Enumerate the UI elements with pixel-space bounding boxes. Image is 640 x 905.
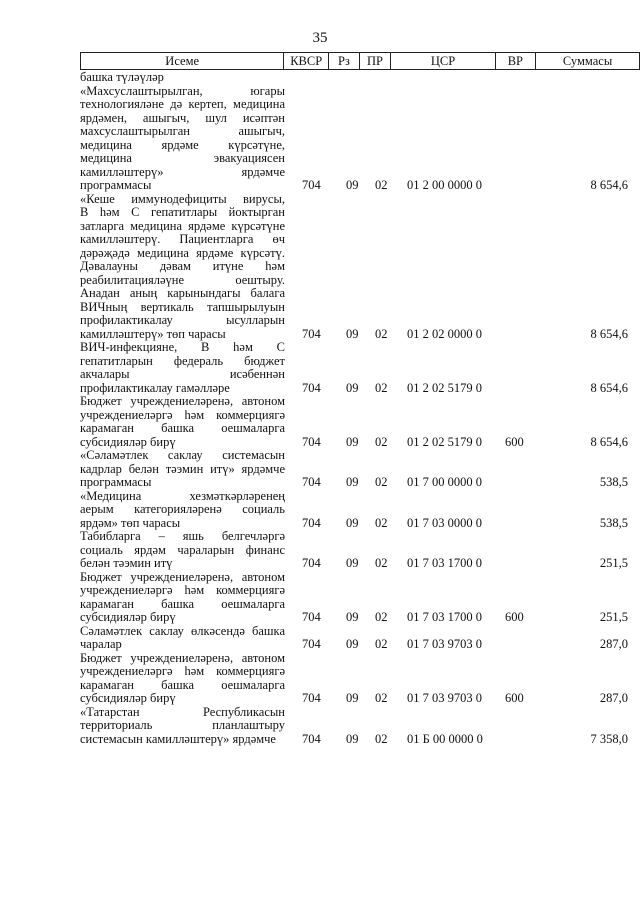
row-name xyxy=(80,71,285,85)
row-pr: 02 xyxy=(375,475,388,489)
row-name-line: гепатитларын федераль бюджет xyxy=(80,353,285,368)
row-sum: 251,5 xyxy=(599,556,628,570)
row-name-line: программасы xyxy=(80,178,152,192)
row-name-line: Сәламәтлек саклау өлкәсендә башка xyxy=(80,623,285,638)
row-name-line: камилләштерү. Пациентларга өч xyxy=(80,232,285,246)
row-name-line: программасы xyxy=(80,475,152,489)
row-pr: 02 xyxy=(375,731,388,746)
row-name-line: субсидияләр бирү xyxy=(80,610,176,624)
row-name-line: «Медицина хезмәткәрләренең xyxy=(80,488,285,503)
row-csr: 01 7 03 9703 0 xyxy=(407,691,482,705)
row-name xyxy=(80,625,285,652)
row-name-line: башка түләүләр xyxy=(80,70,164,84)
row-name xyxy=(80,530,285,571)
header-csr: ЦСР xyxy=(391,53,495,70)
row-name-line: ярдәмен, ашыгыч, шул исәптән xyxy=(80,110,285,125)
row-rz: 09 xyxy=(346,731,359,746)
row-name-line: учреждениеләргә һәм коммерциягә xyxy=(80,407,285,422)
row-name xyxy=(80,571,285,625)
row-csr: 01 2 02 5179 0 xyxy=(407,380,482,395)
header-name: Исеме xyxy=(81,53,284,70)
row-name-line: карамаган башка оешмаларга xyxy=(80,596,285,611)
row-kvsr: 704 xyxy=(302,515,321,530)
row-kvsr: 704 xyxy=(302,380,321,395)
row-name-line: камилләштерү» ярдәмче xyxy=(80,164,285,179)
row-name-line: «Сәламәтлек саклау системасын xyxy=(80,448,285,462)
table-row xyxy=(80,395,640,449)
row-sum: 7 358,0 xyxy=(590,731,628,746)
row-csr: 01 2 00 0000 0 xyxy=(407,178,482,192)
row-name-line: технологияләне дә кертеп, медицина xyxy=(80,97,285,111)
row-rz: 09 xyxy=(346,178,359,192)
row-csr: 01 7 03 9703 0 xyxy=(407,637,482,651)
row-vr: 600 xyxy=(505,691,524,705)
row-name-line: ВИЧ-инфекцияне, В һәм С xyxy=(80,340,285,354)
row-rz: 09 xyxy=(346,637,359,651)
row-name-line: камилләштерү» төп чарасы xyxy=(80,326,226,341)
row-pr: 02 xyxy=(375,326,388,341)
row-name xyxy=(80,85,285,193)
table-row xyxy=(80,706,640,747)
row-name xyxy=(80,652,285,706)
row-csr: 01 Б 00 0000 0 xyxy=(407,731,483,746)
row-rz: 09 xyxy=(346,380,359,395)
row-name-line: медицина ярдәме күрсәтүне, xyxy=(80,137,285,152)
row-kvsr: 704 xyxy=(302,610,321,624)
row-csr: 01 7 03 1700 0 xyxy=(407,610,482,624)
row-name-line: В һәм С гепатитлары йоктырган xyxy=(80,205,285,219)
row-rz: 09 xyxy=(346,475,359,489)
row-rz: 09 xyxy=(346,556,359,570)
row-csr: 01 7 00 0000 0 xyxy=(407,475,482,489)
table-row xyxy=(80,71,640,85)
row-kvsr: 704 xyxy=(302,731,321,746)
row-vr: 600 xyxy=(505,434,524,449)
row-kvsr: 704 xyxy=(302,556,321,570)
table-row xyxy=(80,571,640,625)
row-name-line: Дәвалауны дәвам итүне һәм xyxy=(80,259,285,273)
row-name-line: затларга медицина ярдәме күрсәтүне xyxy=(80,218,285,233)
row-name xyxy=(80,706,285,747)
row-name-line: Анадан аның карынындагы балага xyxy=(80,286,285,300)
row-name-line: Табибларга – яшь белгечләргә xyxy=(80,529,285,543)
row-pr: 02 xyxy=(375,610,388,624)
row-name-line: профилактикалау ысулларын xyxy=(80,313,285,327)
row-name-line: системасын камилләштерү» ярдәмче xyxy=(80,731,276,746)
row-name-line: аерым категорияләренә социаль xyxy=(80,502,285,516)
row-name-line: учреждениеләргә һәм коммерциягә xyxy=(80,664,285,678)
row-sum: 8 654,6 xyxy=(590,434,628,449)
row-name xyxy=(80,341,285,395)
row-rz: 09 xyxy=(346,610,359,624)
row-name-line: карамаган башка оешмаларга xyxy=(80,677,285,692)
row-name-line: Бюджет учреждениеләренә, автоном xyxy=(80,394,285,408)
table-row xyxy=(80,341,640,395)
row-pr: 02 xyxy=(375,637,388,651)
row-sum: 251,5 xyxy=(599,610,628,624)
row-name xyxy=(80,193,285,342)
row-name-line: медицина эвакуациясен xyxy=(80,151,285,165)
row-sum: 8 654,6 xyxy=(590,380,628,395)
row-csr: 01 7 03 1700 0 xyxy=(407,556,482,570)
table-header xyxy=(80,52,640,70)
row-name-line: ярдәм» төп чарасы xyxy=(80,515,181,530)
table-row xyxy=(80,490,640,531)
table-row xyxy=(80,530,640,571)
header-pr: ПР xyxy=(359,53,391,70)
row-name-line: акчалары исәбеннән xyxy=(80,367,285,381)
row-csr: 01 2 02 5179 0 xyxy=(407,434,482,449)
table-row xyxy=(80,449,640,490)
row-kvsr: 704 xyxy=(302,434,321,449)
header-sum: Суммасы xyxy=(536,53,640,70)
row-rz: 09 xyxy=(346,515,359,530)
row-name xyxy=(80,490,285,531)
row-sum: 538,5 xyxy=(599,515,628,530)
header-vr: ВР xyxy=(495,53,535,70)
row-rz: 09 xyxy=(346,434,359,449)
row-name-line: субсидияләр бирү xyxy=(80,691,176,705)
row-name-line: дәрәҗәдә медицина ярдәме күрсәтү. xyxy=(80,245,285,260)
header-rz: Рз xyxy=(329,53,360,70)
table-row xyxy=(80,193,640,342)
row-vr: 600 xyxy=(505,610,524,624)
row-name-line: «Махсуслаштырылган, югары xyxy=(80,83,285,98)
row-kvsr: 704 xyxy=(302,475,321,489)
row-kvsr: 704 xyxy=(302,637,321,651)
page-number: 35 xyxy=(312,30,328,46)
row-name-line: «Кеше иммунодефициты вирусы, xyxy=(80,191,285,206)
row-rz: 09 xyxy=(346,326,359,341)
row-name-line: учреждениеләргә һәм коммерциягә xyxy=(80,583,285,597)
row-name-line: белән тәэмин итү xyxy=(80,556,173,570)
row-pr: 02 xyxy=(375,515,388,530)
row-name-line: социаль ярдәм чараларын финанс xyxy=(80,542,285,557)
row-name-line: Бюджет учреждениеләренә, автоном xyxy=(80,650,285,665)
row-sum: 287,0 xyxy=(599,637,628,651)
header-kvsr: КВСР xyxy=(284,53,329,70)
table-row xyxy=(80,85,640,193)
row-sum: 287,0 xyxy=(599,691,628,705)
row-name-line: ВИЧның вертикаль тапшырылуын xyxy=(80,299,285,314)
row-name-line: «Татарстан Республикасын xyxy=(80,704,285,719)
row-name-line: карамаган башка оешмаларга xyxy=(80,421,285,435)
row-rz: 09 xyxy=(346,691,359,705)
row-pr: 02 xyxy=(375,691,388,705)
row-csr: 01 7 03 0000 0 xyxy=(407,515,482,530)
row-name-line: чаралар xyxy=(80,637,122,651)
row-pr: 02 xyxy=(375,178,388,192)
table-row xyxy=(80,652,640,706)
table-row xyxy=(80,625,640,652)
row-sum: 8 654,6 xyxy=(590,326,628,341)
row-name-line: территориаль планлаштыру xyxy=(80,718,285,732)
row-pr: 02 xyxy=(375,434,388,449)
row-name-line: махсуслаштырылган ашыгыч, xyxy=(80,124,285,138)
row-kvsr: 704 xyxy=(302,178,321,192)
row-pr: 02 xyxy=(375,380,388,395)
row-sum: 8 654,6 xyxy=(590,178,628,192)
row-name xyxy=(80,449,285,490)
row-name-line: реабилитацияләүне оештыру. xyxy=(80,272,285,287)
row-pr: 02 xyxy=(375,556,388,570)
row-name-line: профилактикалау гамәлләре xyxy=(80,380,230,395)
row-sum: 538,5 xyxy=(599,475,628,489)
row-name-line: субсидияләр бирү xyxy=(80,434,176,449)
row-kvsr: 704 xyxy=(302,326,321,341)
row-name xyxy=(80,395,285,449)
row-name-line: кадрлар белән тәэмин итү» ярдәмче xyxy=(80,461,285,476)
row-kvsr: 704 xyxy=(302,691,321,705)
row-csr: 01 2 02 0000 0 xyxy=(407,326,482,341)
row-name-line: Бюджет учреждениеләренә, автоном xyxy=(80,569,285,584)
table-body xyxy=(80,71,640,746)
